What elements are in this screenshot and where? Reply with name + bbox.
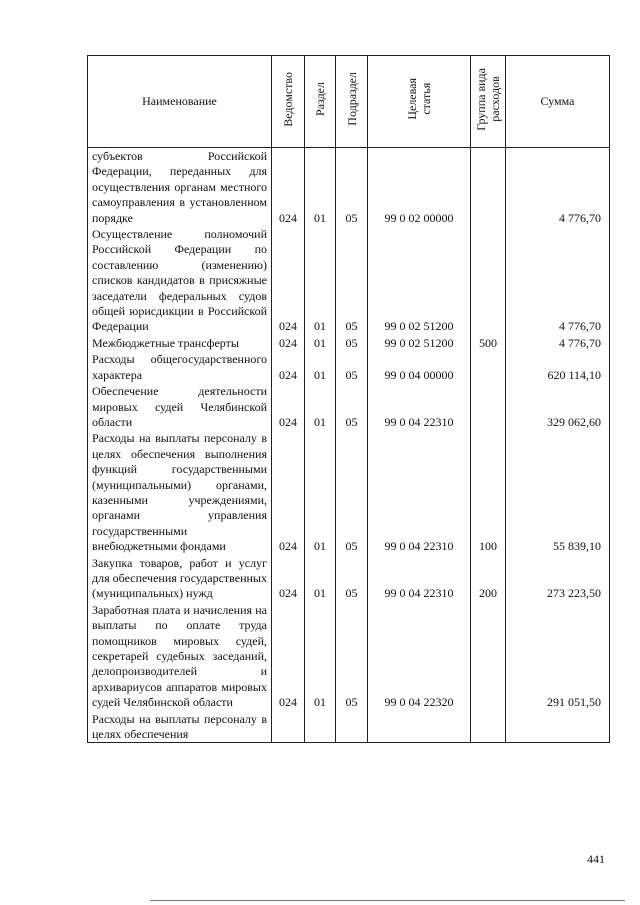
cell-dept: 024 [272, 430, 305, 554]
cell-section: 01 [305, 383, 336, 430]
table-row [88, 711, 610, 743]
cell-expense-group: 500 [471, 335, 506, 351]
cell-subsection: 05 [336, 351, 368, 383]
cell-dept: 024 [272, 226, 305, 335]
table-row [88, 383, 610, 430]
cell-name: Межбюджетные трансферты [88, 335, 272, 351]
table-header-row [88, 56, 610, 148]
footer-divider [150, 900, 625, 901]
cell-sum: 4 776,70 [506, 335, 610, 351]
cell-subsection: 05 [336, 430, 368, 554]
cell-target: 99 0 04 22320 [368, 602, 471, 711]
col-header-section: Раздел [305, 56, 336, 148]
table-row [88, 430, 610, 554]
table-row [88, 555, 610, 602]
cell-subsection: 05 [336, 226, 368, 335]
cell-target: 99 0 04 22310 [368, 430, 471, 554]
cell-dept: 024 [272, 335, 305, 351]
cell-section: 01 [305, 555, 336, 602]
cell-target: 99 0 02 00000 [368, 148, 471, 227]
table-row [88, 226, 610, 335]
cell-subsection: 05 [336, 148, 368, 227]
budget-table [87, 55, 610, 743]
cell-target: 99 0 04 22310 [368, 555, 471, 602]
cell-expense-group [471, 383, 506, 430]
cell-target: 99 0 04 22310 [368, 383, 471, 430]
cell-dept [272, 711, 305, 743]
cell-name: Осуществление полномочий Российской Федерации по составлению (изменению) списков кандидатов в присяжные заседатели федеральных судов общей юрисдикции в Российской Федерации [88, 226, 272, 335]
cell-dept: 024 [272, 148, 305, 227]
table-row [88, 351, 610, 383]
cell-target [368, 711, 471, 743]
cell-name: Закупка товаров, работ и услуг для обеспечения государственных (муниципальных) нужд [88, 555, 272, 602]
cell-section: 01 [305, 148, 336, 227]
table-row [88, 602, 610, 711]
cell-sum: 273 223,50 [506, 555, 610, 602]
table-row [88, 148, 610, 227]
cell-section: 01 [305, 602, 336, 711]
cell-dept: 024 [272, 383, 305, 430]
cell-subsection: 05 [336, 602, 368, 711]
cell-name: субъектов Российской Федерации, переданных для осуществления органам местного самоуправления в установленном порядке [88, 148, 272, 227]
cell-target: 99 0 02 51200 [368, 335, 471, 351]
table-row [88, 335, 610, 351]
cell-sum: 291 051,50 [506, 602, 610, 711]
cell-expense-group [471, 148, 506, 227]
cell-section: 01 [305, 351, 336, 383]
col-header-sum: Сумма [506, 56, 610, 148]
page-number: 441 [587, 852, 605, 866]
cell-sum: 4 776,70 [506, 226, 610, 335]
cell-name: Заработная плата и начисления на выплаты по оплате труда помощников мировых судей, секретарей судебных заседаний, делопроизводителей и архивариусов аппаратов мировых судей Челябинской области [88, 602, 272, 711]
cell-expense-group [471, 711, 506, 743]
col-header-expense-group: Группа вида расходов [471, 56, 506, 148]
cell-expense-group: 100 [471, 430, 506, 554]
col-header-target: Целевая статья [368, 56, 471, 148]
cell-name: Расходы общегосударственного характера [88, 351, 272, 383]
cell-subsection: 05 [336, 383, 368, 430]
cell-dept: 024 [272, 351, 305, 383]
cell-subsection [336, 711, 368, 743]
cell-name: Расходы на выплаты персоналу в целях обеспечения [88, 711, 272, 743]
cell-name: Обеспечение деятельности мировых судей Челябинской области [88, 383, 272, 430]
col-header-dept: Ведомство [272, 56, 305, 148]
cell-section: 01 [305, 226, 336, 335]
cell-sum: 620 114,10 [506, 351, 610, 383]
cell-section: 01 [305, 430, 336, 554]
cell-section [305, 711, 336, 743]
cell-expense-group: 200 [471, 555, 506, 602]
cell-section: 01 [305, 335, 336, 351]
cell-target: 99 0 02 51200 [368, 226, 471, 335]
col-header-subsection: Подраздел [336, 56, 368, 148]
cell-expense-group [471, 351, 506, 383]
cell-target: 99 0 04 00000 [368, 351, 471, 383]
cell-sum: 329 062,60 [506, 383, 610, 430]
cell-expense-group [471, 602, 506, 711]
cell-subsection: 05 [336, 555, 368, 602]
cell-dept: 024 [272, 602, 305, 711]
cell-sum: 55 839,10 [506, 430, 610, 554]
cell-subsection: 05 [336, 335, 368, 351]
cell-sum [506, 711, 610, 743]
col-header-name: Наименование [88, 56, 272, 148]
cell-dept: 024 [272, 555, 305, 602]
cell-sum: 4 776,70 [506, 148, 610, 227]
cell-expense-group [471, 226, 506, 335]
cell-name: Расходы на выплаты персоналу в целях обеспечения выполнения функций государственными (муниципальными) органами, казенными учреждениями, органами управления государственными внебюджетными фондами [88, 430, 272, 554]
